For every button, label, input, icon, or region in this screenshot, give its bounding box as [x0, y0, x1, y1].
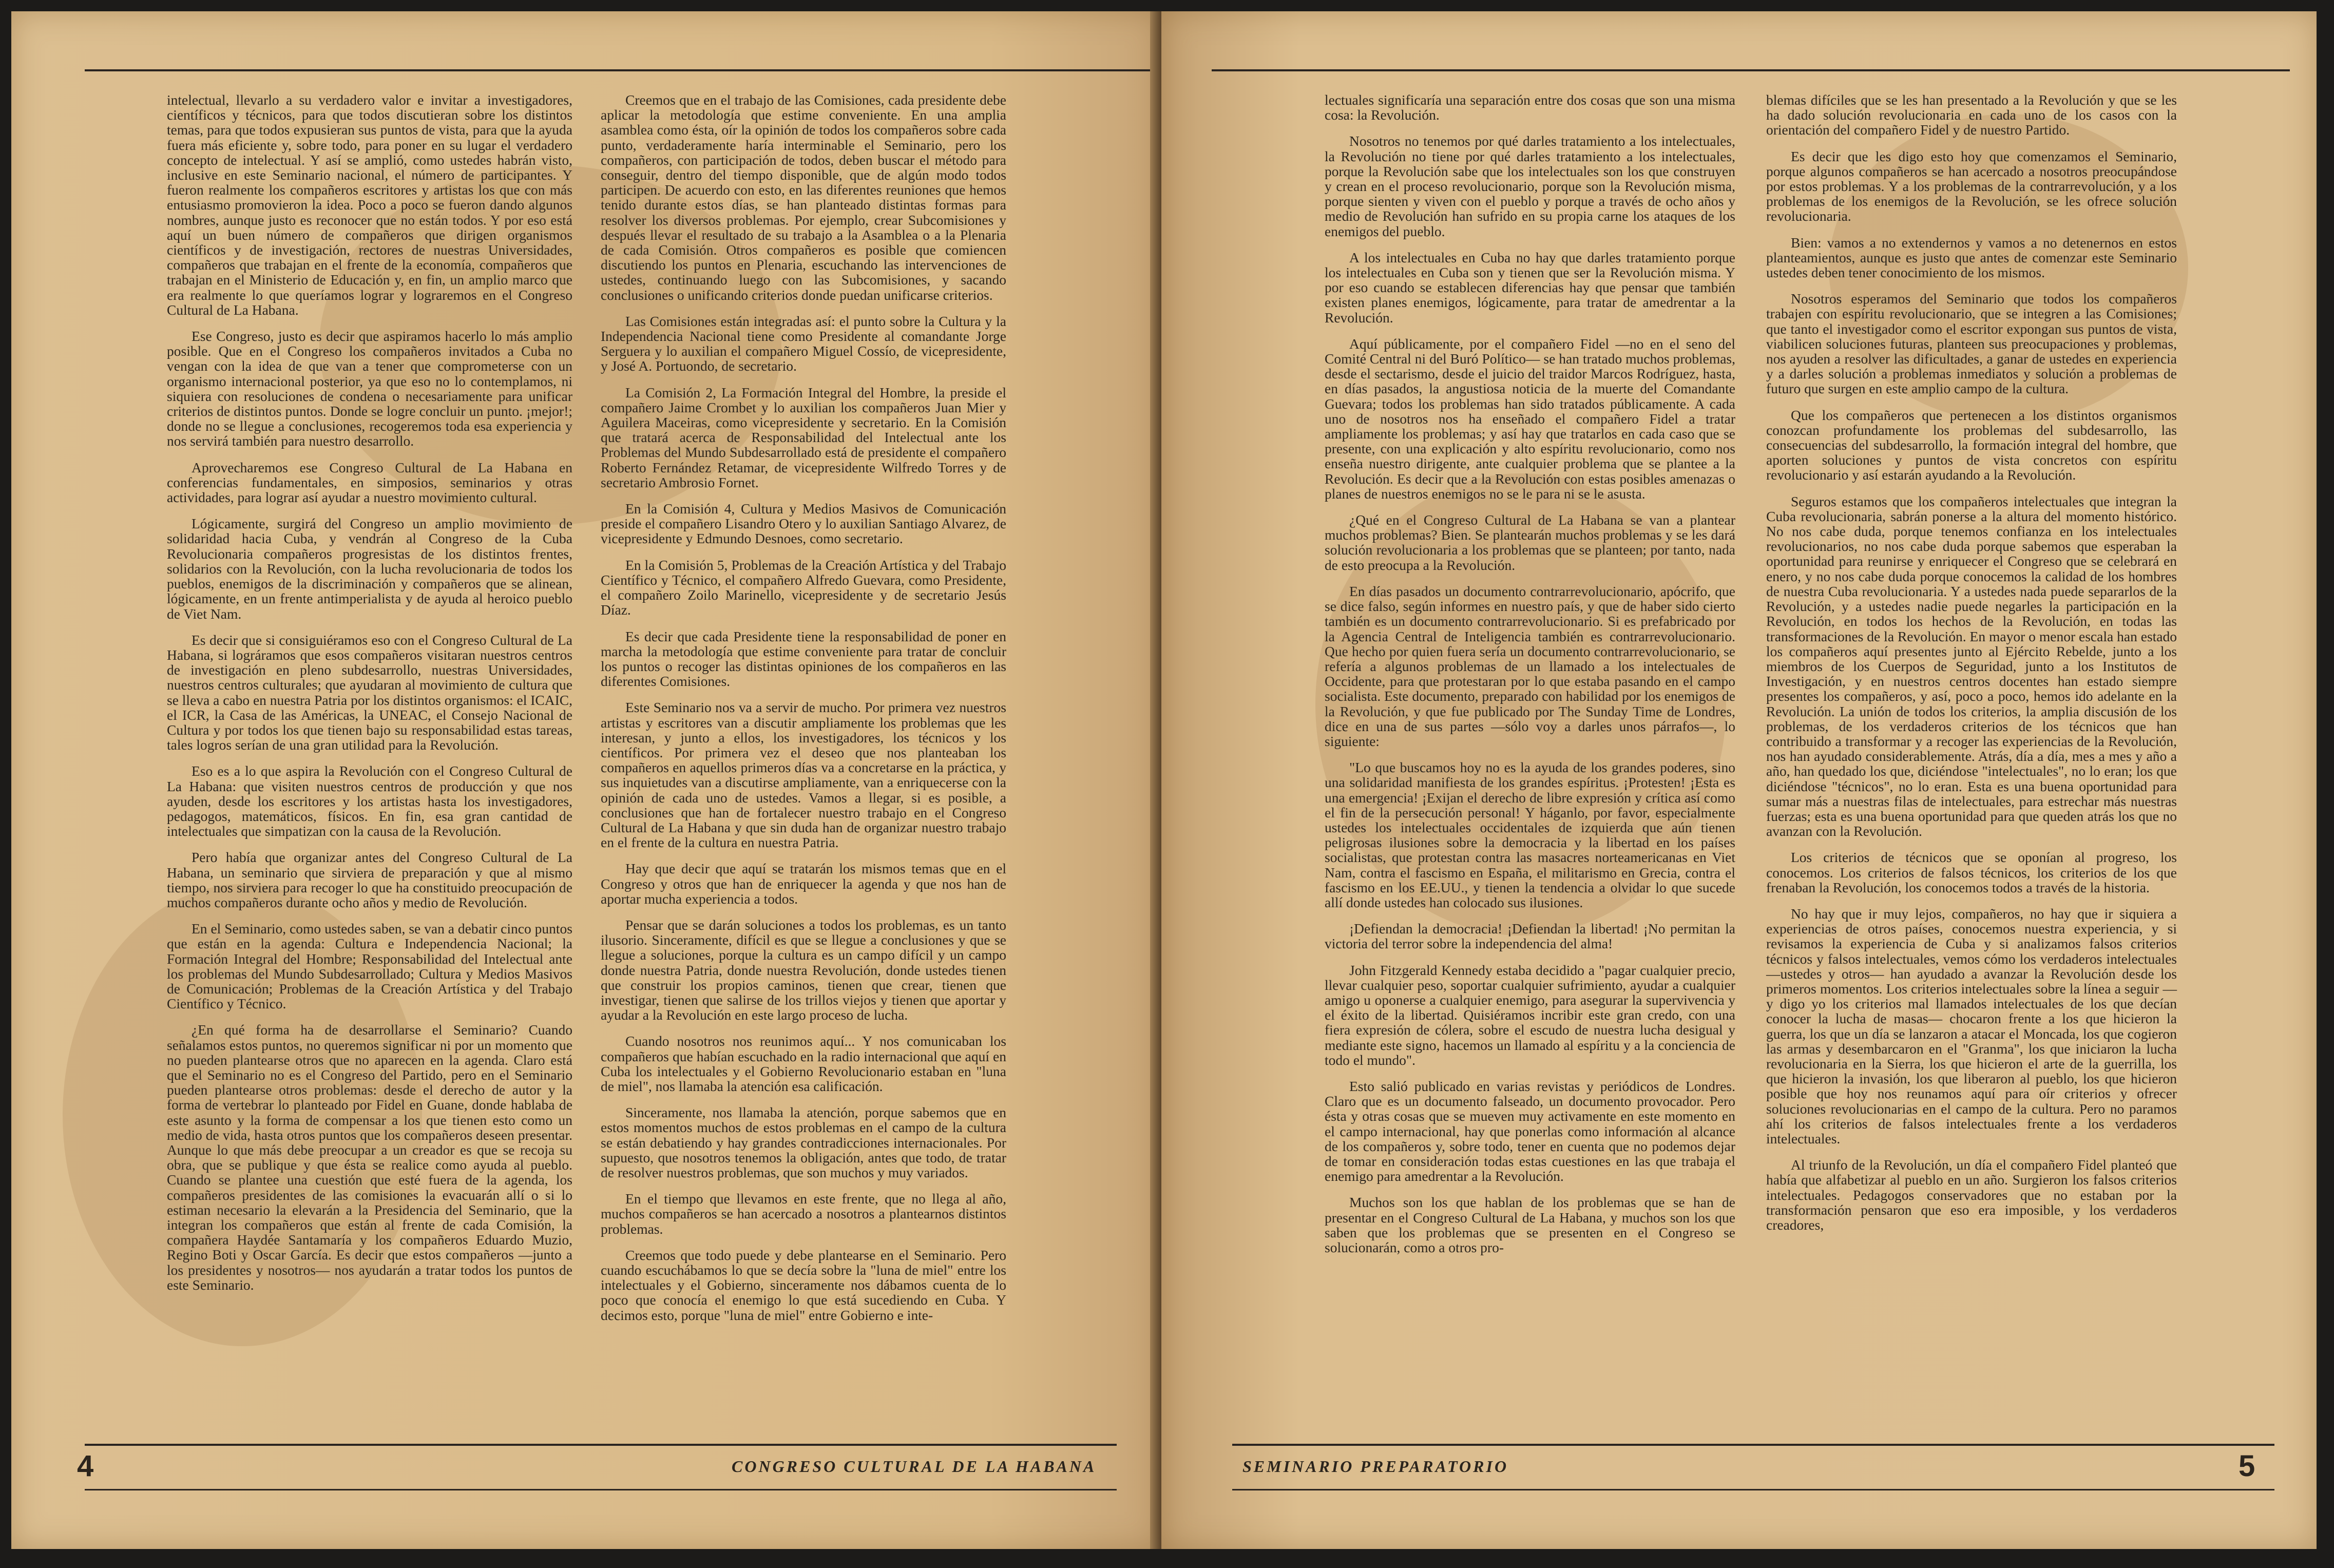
paragraph: En la Comisión 4, Cultura y Medios Masivos de Comunicación preside el compañero Lisandro Otero y lo auxilian Santiago Alvarez, de vicepresidente y Edmundo Desnoes, como secretario.	[601, 501, 1006, 547]
paragraph: lectuales significaría una separación entre dos cosas que son una misma cosa: la Revolución.	[1325, 92, 1735, 123]
paragraph: Eso es a lo que aspira la Revolución con el Congreso Cultural de La Habana: que visiten nuestros centros de producción y que nos ayuden, desde los escritores y los artistas hasta los investigadores, pedagogos, matemáticos, físicos. En fin, esa gran cantidad de intelectuales que simpatizan con la causa de la Revolución.	[167, 763, 572, 839]
right-column-2	[1766, 92, 2177, 1244]
footer-right: SEMINARIO PREPARATORIO	[1242, 1457, 1509, 1476]
paragraph: Muchos son los que hablan de los problemas que se han de presentar en el Congreso Cultural de La Habana, y muchos son los que saben que los problemas que se presenten en el Congreso se solucionarán, como a otros pro-	[1325, 1194, 1735, 1256]
top-rule-left	[85, 69, 1150, 71]
paragraph: Las Comisiones están integradas así: el punto sobre la Cultura y la Independencia Nacional tiene como Presidente al comandante Jorge Serguera y lo auxilian el compañero Miguel Cossío, de vicepresidente, y José A. Portuondo, de secretario.	[601, 313, 1006, 374]
paragraph: Esto salió publicado en varias revistas y periódicos de Londres. Claro que es un documento falseado, un documento provocador. Pero ésta y otras cosas que se mueven muy activamente en este momento en el campo internacional, hay que ponerlas como información al alcance de los compañeros y, sobre todo, tener en cuenta que no podemos dejar de tomar en consideración todas estas cuestiones en las que trabaja el enemigo para amedrentar a la Revolución.	[1325, 1078, 1735, 1184]
paragraph: John Fitzgerald Kennedy estaba decidido a "pagar cualquier precio, llevar cualquier peso, soportar cualquier sufrimiento, ayudar a cualquier amigo u oponerse a cualquier enemigo, para asegurar la supervivencia y el éxito de la libertad. Quisiéramos incribir este gran credo, con una fiera expresión de cólera, sobre el escudo de nuestra lucha desigual y mediante este signo, hacemos un llamado al espíritu y a la conciencia de todo el mundo".	[1325, 962, 1735, 1068]
left-column-1	[167, 92, 572, 1304]
paragraph: En días pasados un documento contrarrevolucionario, apócrifo, que se dice falso, según informes en nuestro país, y que de haber sido cierto también es un documento contrarrevolucionario. Si es prefabricado por la Agencia Central de Inteligencia también es contrarrevolucionario. Que hecho por quien fuera sería un documento contrarrevolucionario, se refería a algunos problemas de un llamado a los intelectuales de Occidente, para que protestaran por lo que estaba pasando en el campo socialista. Este documento, preparado con habilidad por los enemigos de la Revolución, y que fue publicado por The Sunday Time de Londres, dice en una de sus partes —sólo voy a darles unos párrafos—, lo siguiente:	[1325, 583, 1735, 749]
paragraph: Pensar que se darán soluciones a todos los problemas, es un tanto ilusorio. Sinceramente, difícil es que se llegue a conclusiones y que se llegue a soluciones, porque la cultura es un campo difícil y un campo donde nuestra Patria, donde nuestra Revolución, donde ustedes tienen que construir los propios caminos, tienen que crear, tienen que investigar, tienen que salirse de los trillos viejos y tienen que aportar y ayudar a la Revolución en este largo proceso de lucha.	[601, 916, 1006, 1023]
paragraph: Es decir que cada Presidente tiene la responsabilidad de poner en marcha la metodología que estime conveniente para tratar de concluir los puntos o recoger las distintas opiniones de los compañeros en las diferentes Comisiones.	[601, 628, 1006, 690]
paragraph: En el tiempo que llevamos en este frente, que no llega al año, muchos compañeros se han acercado a nosotros a plantearnos distintos problemas.	[601, 1191, 1006, 1237]
footer-left: CONGRESO CULTURAL DE LA HABANA	[732, 1457, 1097, 1476]
paragraph: Bien: vamos a no extendernos y vamos a no detenernos en estos planteamientos, aunque es justo que antes de comenzar este Seminario ustedes deben tener conocimiento de los mismos.	[1766, 234, 2177, 281]
page-number-right: 5	[2239, 1449, 2255, 1483]
paragraph: Sinceramente, nos llamaba la atención, porque sabemos que en estos momentos muchos de estos problemas en el campo de la cultura se están debatiendo y hay grandes contradicciones internacionales. Por supuesto, que nosotros tenemos la obligación, antes que todo, de tratar de resolver nuestros problemas, que son muchos y muy variados.	[601, 1104, 1006, 1180]
bottom-rule-right	[1232, 1444, 2274, 1446]
paragraph: Al triunfo de la Revolución, un día el compañero Fidel planteó que había que alfabetizar al pueblo en un año. Surgieron los falsos criterios intelectuales. Pedagogos conservadores que no estaban por la transformación pensaron que eso era imposible, y los verdaderos creadores,	[1766, 1157, 2177, 1233]
paragraph: Nosotros esperamos del Seminario que todos los compañeros trabajen con espíritu revolucionario, que se integren a las Comisiones; que tanto el investigador como el escritor expongan sus puntos de vista, viabilicen soluciones futuras, planteen sus preocupaciones y problemas, nos ayuden a resolver las dificultades, a ganar de ustedes en experiencia y a darles solución a problemas inmediatos y solución a problemas de futuro que surgen en este amplio campo de la cultura.	[1766, 291, 2177, 397]
left-column-2	[601, 92, 1006, 1334]
paragraph: A los intelectuales en Cuba no hay que darles tratamiento porque los intelectuales en Cuba son y tienen que ser la Revolución misma. Y por eso cuando se establecen diferencias hay que pensar que también existen planes enemigos, lógicamente, para tratar de amedrentar a la Revolución.	[1325, 249, 1735, 326]
paragraph: Este Seminario nos va a servir de mucho. Por primera vez nuestros artistas y escritores van a discutir ampliamente los problemas que les interesan, y junto a ellos, los investigadores, los técnicos y los científicos. Por primera vez el deseo que nos planteaban los compañeros en aquellos primeros días va a concretarse en la práctica, y sus inquietudes van a discutirse ampliamente, van a enriquecerse con la opinión de cada uno de ustedes. Vamos a llegar, si es posible, a conclusiones que han de fortalecer nuestro trabajo en el Congreso Cultural de La Habana y que sin duda han de organizar nuestro trabajo en el frente de la cultura en nuestra Patria.	[601, 699, 1006, 851]
page-number-left: 4	[77, 1449, 94, 1483]
paragraph: En el Seminario, como ustedes saben, se van a debatir cinco puntos que están en la agenda: Cultura e Independencia Nacional; la Formación Integral del Hombre; Responsabilidad del Intelectual ante los problemas del Mundo Subdesarrollado; Cultura y Medios Masivos de Comunicación; Problemas de la Creación Artística y del Trabajo Científico y Técnico.	[167, 921, 572, 1012]
paragraph: Que los compañeros que pertenecen a los distintos organismos conozcan profundamente los problemas del subdesarrollo, las consecuencias del subdesarrollo, la formación integral del hombre, que aporten soluciones y puntos de vista concretos con espíritu revolucionario y así estarán ayudando a la Revolución.	[1766, 407, 2177, 483]
paragraph: Ese Congreso, justo es decir que aspiramos hacerlo lo más amplio posible. Que en el Congreso los compañeros invitados a Cuba no vengan con la idea de que van a tener que comprometerse con un organismo internacional posterior, ya que eso no lo contemplamos, ni siquiera con resoluciones de condena o necesariamente para unificar criterios de distintos puntos. Donde se logre concluir un punto. ¡mejor!; donde no se llegue a conclusiones, recogeremos toda esa experiencia y nos servirá también para nuestro desarrollo.	[167, 328, 572, 449]
paragraph: Hay que decir que aquí se tratarán los mismos temas que en el Congreso y otros que han de enriquecer la agenda y que nos han de aportar mucha experiencia a todos.	[601, 861, 1006, 907]
bottom-rule-left	[85, 1444, 1117, 1446]
paragraph: "Lo que buscamos hoy no es la ayuda de los grandes poderes, sino una solidaridad manifiesta de los grandes espíritus. ¡Protesten! ¡Esta es una emergencia! ¡Exijan el derecho de libre expresión y crítica así como el fin de la persecución personal! Y háganlo, por favor, especialmente ustedes los intelectuales occidentales de izquierda que aún tienen peligrosas ilusiones sobre la democracia y la libertad en los países socialistas, que protestan contra las masacres norteamericanas en Viet Nam, contra el fascismo en España, el militarismo en Grecia, contra el fascismo en los EE.UU., y tienen la tendencia a olvidar lo que sucede allí donde ustedes han colocado sus ilusiones.	[1325, 759, 1735, 910]
paragraph: Aquí públicamente, por el compañero Fidel —no en el seno del Comité Central ni del Buró Político— se han tratado muchos problemas, desde el sectarismo, desde el juicio del traidor Marcos Rodríguez, hasta, en días pasados, la angustiosa noticia de la muerte del Comandante Guevara; todos los problemas han sido tratados públicamente. A cada uno de nosotros nos ha enseñado el compañero Fidel a tratar ampliamente los problemas; y así hay que tratarlos en cada caso que se presente, con una explicación y alto espíritu revolucionario, como nos enseña nuestro dirigente, ante cualquier problema que se plantee a la Revolución. Es decir que a la Revolución con estas posibles amenazas o planes de nuestros enemigos no se le para ni se le asusta.	[1325, 335, 1735, 502]
paragraph: Creemos que todo puede y debe plantearse en el Seminario. Pero cuando escuchábamos lo que se decía sobre la "luna de miel" entre los intelectuales y el Gobierno, sinceramente nos dábamos cuenta de lo poco que conocía el enemigo lo que está sucediendo en Cuba. Y decimos esto, porque "luna de miel" entre Gobierno e inte-	[601, 1247, 1006, 1323]
paragraph: Los criterios de técnicos que se oponían al progreso, los conocemos. Los criterios de falsos técnicos, los criterios de los que frenaban la Revolución, los conocemos todos a través de la historia.	[1766, 849, 2177, 895]
paragraph: La Comisión 2, La Formación Integral del Hombre, la preside el compañero Jaime Crombet y lo auxilian los compañeros Juan Mier y Aguilera Maceiras, como vicepresidente y secretario. En la Comisión que tratará acerca de Responsabilidad del Intelectual ante los Problemas del Mundo Subdesarrollado está de presidente el compañero Roberto Fernández Retamar, de vicepresidente Wilfredo Torres y de secretario Ambrosio Fornet.	[601, 384, 1006, 490]
paragraph: Aprovecharemos ese Congreso Cultural de La Habana en conferencias fundamentales, en simposios, seminarios y otras actividades, para lograr así ayudar a nuestro movimiento cultural.	[167, 459, 572, 506]
paragraph: En la Comisión 5, Problemas de la Creación Artística y del Trabajo Científico y Técnico, el compañero Alfredo Guevara, como Presidente, el compañero Zoilo Marinello, vicepresidente y de secretario Jesús Díaz.	[601, 557, 1006, 618]
paragraph: Nosotros no tenemos por qué darles tratamiento a los intelectuales, la Revolución no tiene por qué darles tratamiento a los intelectuales, porque la Revolución sabe que los intelectuales son los que construyen y crean en el proceso revolucionario, porque son la Revolución misma, porque sienten y viven con el pueblo y porque a través de ocho años y medio de Revolución han sufrido en su propia carne los ataques de los enemigos del pueblo.	[1325, 133, 1735, 239]
paragraph: Cuando nosotros nos reunimos aquí... Y nos comunicaban los compañeros que habían escuchado en la radio internacional que aquí en Cuba los intelectuales y el Gobierno Revolucionario estaban en "luna de miel", nos llamaba la atención esa calificación.	[601, 1033, 1006, 1094]
paragraph: ¿En qué forma ha de desarrollarse el Seminario? Cuando señalamos estos puntos, no queremos significar ni por un momento que no pueden plantearse otros que no aparecen en la agenda. Claro está que el Seminario no es el Congreso del Partido, pero en el Seminario pueden plantearse otros problemas: desde el derecho de autor y la forma de vertebrar lo planteado por Fidel en Guane, donde hablaba de este asunto y la forma de compensar a los que tienen esto como un medio de vida, hasta otros puntos que los compañeros deseen presentar. Aunque lo que más debe preocupar a un creador es que se recoja su obra, que se publique y que ésta se realice como ayuda al pueblo. Cuando se plantee una cuestión que esté fuera de la agenda, los compañeros presidentes de las comisiones la evacuarán allí o si lo estiman necesario la elevarán a la Presidencia del Seminario, que la integran los compañeros que están al frente de cada Comisión, la compañera Haydée Santamaría y los compañeros Eduardo Muzio, Regino Boti y Oscar García. Es decir que estos compañeros —junto a los presidentes y nosotros— nos ayudarán a tratar todos los puntos de este Seminario.	[167, 1022, 572, 1293]
paragraph: Pero había que organizar antes del Congreso Cultural de La Habana, un seminario que sirviera de preparación y que al mismo tiempo, nos sirviera para recoger lo que ha constituido preocupación de muchos compañeros durante ocho años y medio de Revolución.	[167, 849, 572, 910]
bottom-rule-left-2	[85, 1489, 1117, 1490]
paragraph: Es decir que les digo esto hoy que comenzamos el Seminario, porque algunos compañeros se han acercado a nosotros preocupándose por estos problemas. Y a los problemas de la contrarrevolución, y a los problemas de los enemigos de la Revolución, se les ofrece solución revolucionaria.	[1766, 148, 2177, 224]
paragraph: No hay que ir muy lejos, compañeros, no hay que ir siquiera a experiencias de otros países, conocemos nuestra experiencia, y si revisamos la experiencia de Cuba y si analizamos falsos criterios técnicos y falsos intelectuales, vemos cómo los verdaderos intelectuales —ustedes y otros— han ayudado a avanzar la Revolución desde los primeros momentos. Los criterios intelectuales sobre la línea a seguir —y digo yo los criterios mal llamados intelectuales de los que decían conocer la lucha de masas— chocaron frente a los que hicieron la guerra, los que un día se lanzaron a atacar el Moncada, los que cogieron las armas y desembarcaron en el "Granma", los que iniciaron la lucha revolucionaria en la Sierra, los que hicieron el arte de la guerrilla, los que hicieron la invasión, los que liberaron al pueblo, los que hicieron posible que hoy nos reunamos aquí para oír criterios y ofrecer soluciones revolucionarias en el campo de la cultura. Pero no paramos ahí los criterios de falsos intelectuales frente a los verdaderos intelectuales.	[1766, 905, 2177, 1146]
bottom-rule-right-2	[1232, 1489, 2274, 1490]
paragraph: Es decir que si consiguiéramos eso con el Congreso Cultural de La Habana, si lográramos que esos compañeros visitaran nuestros centros de investigación en pleno subdesarrollo, nuestras Universidades, nuestros centros culturales; que ayudaran al movimiento de cultura que se lleva a cabo en nuestra Patria por los distintos organismos: el ICAIC, el ICR, la Casa de las Américas, la UNEAC, el Consejo Nacional de Cultura y por todos los que tienen bajo su responsabilidad estas tareas, tales logros serían de una gran utilidad para la Revolución.	[167, 632, 572, 753]
paragraph: Seguros estamos que los compañeros intelectuales que integran la Cuba revolucionaria, sabrán ponerse a la altura del momento histórico. No nos cabe duda, porque tenemos confianza en los intelectuales revolucionarios, no nos cabe duda porque sabemos que esperaban la oportunidad para reunirse y enriquecer el Congreso que se celebrará en enero, y no nos cabe duda porque conocemos la calidad de los hombres de nuestra Cuba revolucionaria. Y a ustedes nada puede separarlos de la Revolución, y a ustedes nadie puede negarles la participación en la Revolución, en todos los hechos de la Revolución, en todas las transformaciones de la Revolución. En mayor o menor escala han estado los compañeros aquí presentes junto al Ejército Rebelde, junto a los miembros de los Cuerpos de Seguridad, junto a los Institutos de Investigación, y en nuestros centros docentes han estado siempre presentes los compañeros, y así, poco a poco, hemos ido adelante en la Revolución. La unión de todos los criterios, la amplia discusión de los problemas, de los verdaderos criterios de los técnicos que han contribuido a transformar y a recoger las experiencias de la Revolución, nos han ayudado considerablemente. Atrás, día a día, mes a mes y año a año, han quedado los que, diciéndose "intelectuales", no lo eran; los que diciéndose "técnicos", no lo eran. Esta es una buena oportunidad para sumar más a nuestras filas de intelectuales, para estrechar más nuestras fuerzas; esta es una buena oportunidad para que queden atrás los que no avanzan con la Revolución.	[1766, 493, 2177, 839]
paragraph: blemas difíciles que se les han presentado a la Revolución y que se les ha dado solución revolucionaria en cada uno de los casos con la orientación del compañero Fidel y de nuestro Partido.	[1766, 92, 2177, 138]
paragraph: intelectual, llevarlo a su verdadero valor e invitar a investigadores, científicos y técnicos, para que todos discutieran sobre los distintos temas, para que todos expusieran sus puntos de vista, para que la ayuda fuera más eficiente y, sobre todo, para poner en su lugar el verdadero concepto de intelectual. Y así se amplió, como ustedes habrán visto, inclusive en este Seminario nacional, el número de participantes. Y fueron realmente los compañeros escritores y artistas los que con más entusiasmo promovieron la idea. Poco a poco se fueron dando algunos nombres, aunque justo es reconocer que no están todos. Y por eso está aquí un buen número de compañeros que dirigen organismos científicos y de investigación, rectores de nuestras Universidades, compañeros que trabajan en el frente de la economía, compañeros que trabajan en el Ministerio de Educación y, en fin, un amplio marco que era realmente lo que queríamos lograr y lograremos en el Congreso Cultural de La Habana.	[167, 92, 572, 318]
top-rule-right	[1212, 69, 2290, 71]
paragraph: Lógicamente, surgirá del Congreso un amplio movimiento de solidaridad hacia Cuba, y vendrán al Congreso de la Cuba Revolucionaria compañeros progresistas de los distintos frentes, solidarios con la Revolución, con la lucha revolucionaria de todos los pueblos, enemigos de la discriminación y compañeros que se alinean, lógicamente, en un frente antimperialista y de ayuda al heroico pueblo de Viet Nam.	[167, 515, 572, 622]
paragraph: ¿Qué en el Congreso Cultural de La Habana se van a plantear muchos problemas? Bien. Se plantearán muchos problemas y se les dará solución revolucionaria a los problemas que se planteen; por tanto, nada de esto preocupa a la Revolución.	[1325, 512, 1735, 573]
right-column-1	[1325, 92, 1735, 1266]
paragraph: ¡Defiendan la democracia! ¡Defiendan la libertad! ¡No permitan la victoria del terror sobre la independencia del alma!	[1325, 921, 1735, 952]
paragraph: Creemos que en el trabajo de las Comisiones, cada presidente debe aplicar la metodología que estime conveniente. En una amplia asamblea como ésta, oír la opinión de todos los compañeros sobre cada punto, verdaderamente haría interminable el Seminario, pero los compañeros, con participación de todos, deben buscar el método para conseguir, dentro del tiempo disponible, que de algún modo todos participen. De acuerdo con esto, en las diferentes reuniones que hemos tenido durante estos días, se han planteado distintas formas para resolver los diversos problemas. Por ejemplo, crear Subcomisiones y después llevar el resultado de su trabajo a la Asamblea o a la Plenaria de cada Comisión. Otros compañeros es posible que comiencen discutiendo los puntos en Plenaria, escuchando las intervenciones de ustedes, continuando luego con las Subcomisiones, y sacando conclusiones o unificando criterios donde puedan unificarse criterios.	[601, 92, 1006, 303]
